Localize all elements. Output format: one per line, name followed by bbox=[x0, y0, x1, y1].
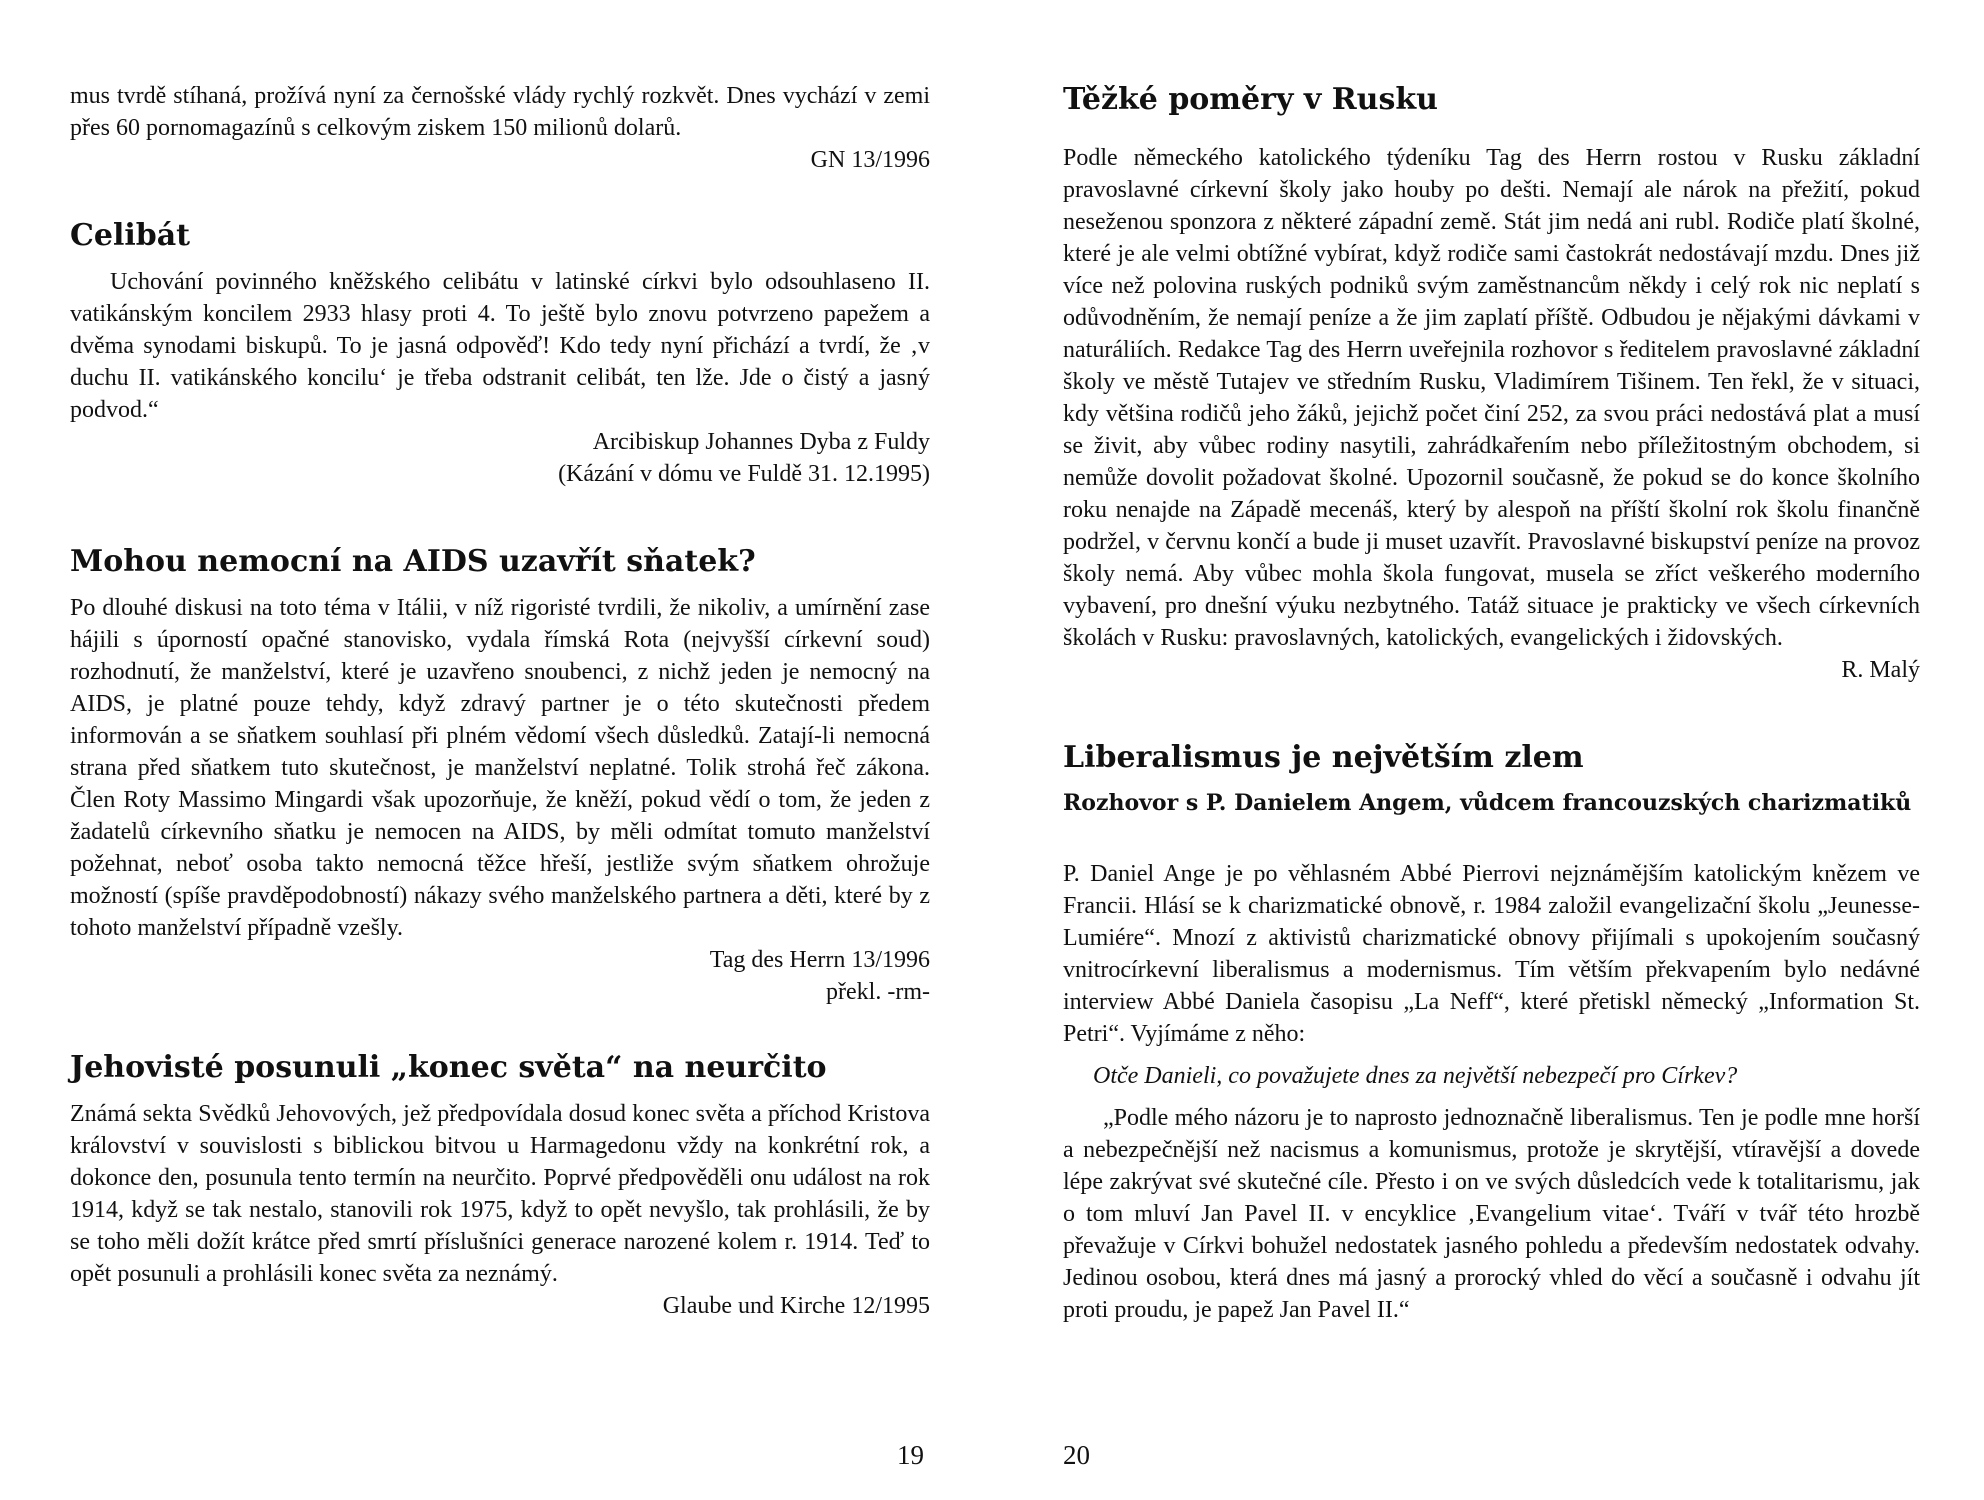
heading-russia: Těžké poměry v Rusku bbox=[1063, 82, 1438, 117]
russia-body: Podle německého katolického týdeníku Tag des Herrn rostou v Rusku základní pravoslavné církevní školy jako houby po dešti. Nemají ale nárok na přežití, pokud neseženou sponzora z některé západní země. Stát jim nedá ani rubl. Rodiče platí školné, které je ale velmi obtížné vybírat, když rodiče sami častokrát nedostávají mzdu. Dnes již více než polovina ruských podniků svým zaměstnancům někdy i celý rok nic neplatí s odůvodněním, že nemají peníze a že jim zaplatí příště. Odbudou je nějakými dávkami v naturáliích. Redakce Tag des Herrn uveřejnila rozhovor s ředitelem pravoslavné základní školy ve městě Tutajev ve středním Rusku, Vladimírem Tišinem. Ten řekl, že v situaci, kdy většina rodičů jeho žáků, jejichž počet činí 252, za svou práci nedostává plat a musí se živit, aby vůbec rodiny nasytili, zahrádkařením nebo příležitostným obchodem, si nemůže dovolit požadovat školné. Upozornil současně, že pokud se do konce školního roku nenajde na Západě mecenáš, který by alespoň na příští školní rok školu finančně podržel, v červnu končí a bude ji muset uzavřít. Pravoslavné biskupství peníze na provoz školy nemá. Aby vůbec mohla škola fungovat, musela se zříct veškerého moderního vybavení, pro dnešní výuku nezbytného. Tatáž situace je prakticky ve všech církevních školách v Rusku: pravoslavných, katolických, evangelických i židovských. bbox=[1063, 145, 1920, 651]
intro-paragraph: mus tvrdě stíhaná, prožívá nyní za černošské vlády rychlý rozkvět. Dnes vychází v zemi přes 60 pornomagazínů s celkovým ziskem 150 milionů dolarů. bbox=[70, 83, 930, 141]
interview-question: Otče Danieli, co považujete dnes za největší nebezpečí pro Církev? bbox=[1093, 1063, 1738, 1089]
right-page bbox=[1063, 80, 1920, 1326]
page-number-left: 19 bbox=[897, 1440, 924, 1470]
celibat-source-author: Arcibiskup Johannes Dyba z Fuldy bbox=[592, 429, 930, 455]
russia-source: R. Malý bbox=[1841, 657, 1920, 683]
heading-aids: Mohou nemocní na AIDS uzavřít sňatek? bbox=[70, 544, 756, 579]
liberalism-subtitle: Rozhovor s P. Danielem Angem, vůdcem francouzských charizmatiků bbox=[1063, 790, 1912, 816]
aids-translator: překl. -rm- bbox=[826, 979, 930, 1005]
jehovah-source: Glaube und Kirche 12/1995 bbox=[662, 1293, 930, 1319]
jehovah-body: Známá sekta Svědků Jehovových, jež předpovídala dosud konec světa a příchod Kristova království v souvislosti s biblickou bitvou u Harmagedonu vždy na konkrétní rok, a dokonce den, posunula tento termín na neurčito. Poprvé předpověděli onu událost na rok 1914, když se tak nestalo, stanovili rok 1975, když to opět nevyšlo, tak prohlásili, že by se toho měli dožít krátce před smrtí příslušníci generace narozené kolem r. 1914. Teď to opět posunuli a prohlásili konec světa za neznámý. bbox=[70, 1101, 930, 1287]
heading-liberalism: Liberalismus je největším zlem bbox=[1063, 740, 1584, 775]
heading-celibat: Celibát bbox=[70, 218, 191, 253]
celibat-body: Uchování povinného kněžského celibátu v latinské církvi bylo odsouhlaseno II. vatikánským koncilem 2933 hlasy proti 4. To ještě bylo znovu potvrzeno papežem a dvěma synodami biskupů. To je jasná odpověď! Kdo tedy nyní přichází a tvrdí, že ‚v duchu II. vatikánského koncilu‘ je třeba odstranit celibát, ten lže. Jde o čistý a jasný podvod.“ bbox=[70, 269, 930, 423]
celibat-source-detail: (Kázání v dómu ve Fuldě 31. 12.1995) bbox=[558, 461, 930, 487]
interview-answer: „Podle mého názoru je to naprosto jednoznačně liberalismus. Ten je podle mne horší a nebezpečnější než nacismus a komunismus, protože je skrytější, vtíravější a dovede lépe zakrývat své skutečné cíle. Přesto i on ve svých důsledcích vede k totalitarismu, jak o tom mluví Jan Pavel II. v encyklice ‚Evangelium vitae‘. Tváří v tvář této hrozbě převažuje v Církvi bohužel nedostatek jasného pohledu a především nedostatek odvahy. Jedinou osobou, která dnes má jasný a prorocký vhled do věcí a současně i odvahu jít proti proudu, je papež Jan Pavel II.“ bbox=[1063, 1105, 1920, 1323]
aids-source: Tag des Herrn 13/1996 bbox=[709, 947, 930, 973]
liberalism-intro: P. Daniel Ange je po věhlasném Abbé Pierrovi nejznámějším katolickým knězem ve Francii. Hlásí se k charizmatické obnově, r. 1984 založil evangelizační školu „Jeunesse-Lumiére“. Mnozí z aktivistů charizmatické obnovy přijímali s upokojením současný vnitrocírkevní liberalismus a modernismus. Tím větším překvapením bylo nedávné interview Abbé Daniela časopisu „La Neff“, které přetiskl německý „Information St. Petri“. Vyjímáme z něho: bbox=[1063, 861, 1920, 1047]
page-number-right: 20 bbox=[1063, 1440, 1090, 1470]
aids-body: Po dlouhé diskusi na toto téma v Itálii, v níž rigoristé tvrdili, že nikoliv, a umírnění zase hájili s úporností opačné stanovisko, vydala římská Rota (nejvyšší církevní soud) rozhodnutí, že manželství, které je uzavřeno snoubenci, z nichž jeden je nemocný na AIDS, je platné pouze tehdy, když zdravý partner je o této skutečnosti předem informován a se sňatkem souhlasí při plném vědomí všech důsledků. Zatají-li nemocná strana před sňatkem tuto skutečnost, je manželství neplatné. Tolik strohá řeč zákona. Člen Roty Massimo Mingardi však upozorňuje, že kněží, pokud vědí o tom, že jeden z žadatelů církevního sňatku je nemocen na AIDS, by měli odmítat tomuto manželství požehnat, neboť osoba takto nemocná těžce hřeší, jestliže svým sňatkem ohrožuje možností (spíše pravděpodobností) nákazy svého manželského partnera a děti, které by z tohoto manželství případně vzešly. bbox=[70, 595, 930, 941]
intro-source: GN 13/1996 bbox=[810, 147, 930, 173]
heading-jehovah: Jehovisté posunuli „konec světa“ na neurčito bbox=[70, 1050, 827, 1085]
left-page bbox=[70, 80, 930, 1322]
